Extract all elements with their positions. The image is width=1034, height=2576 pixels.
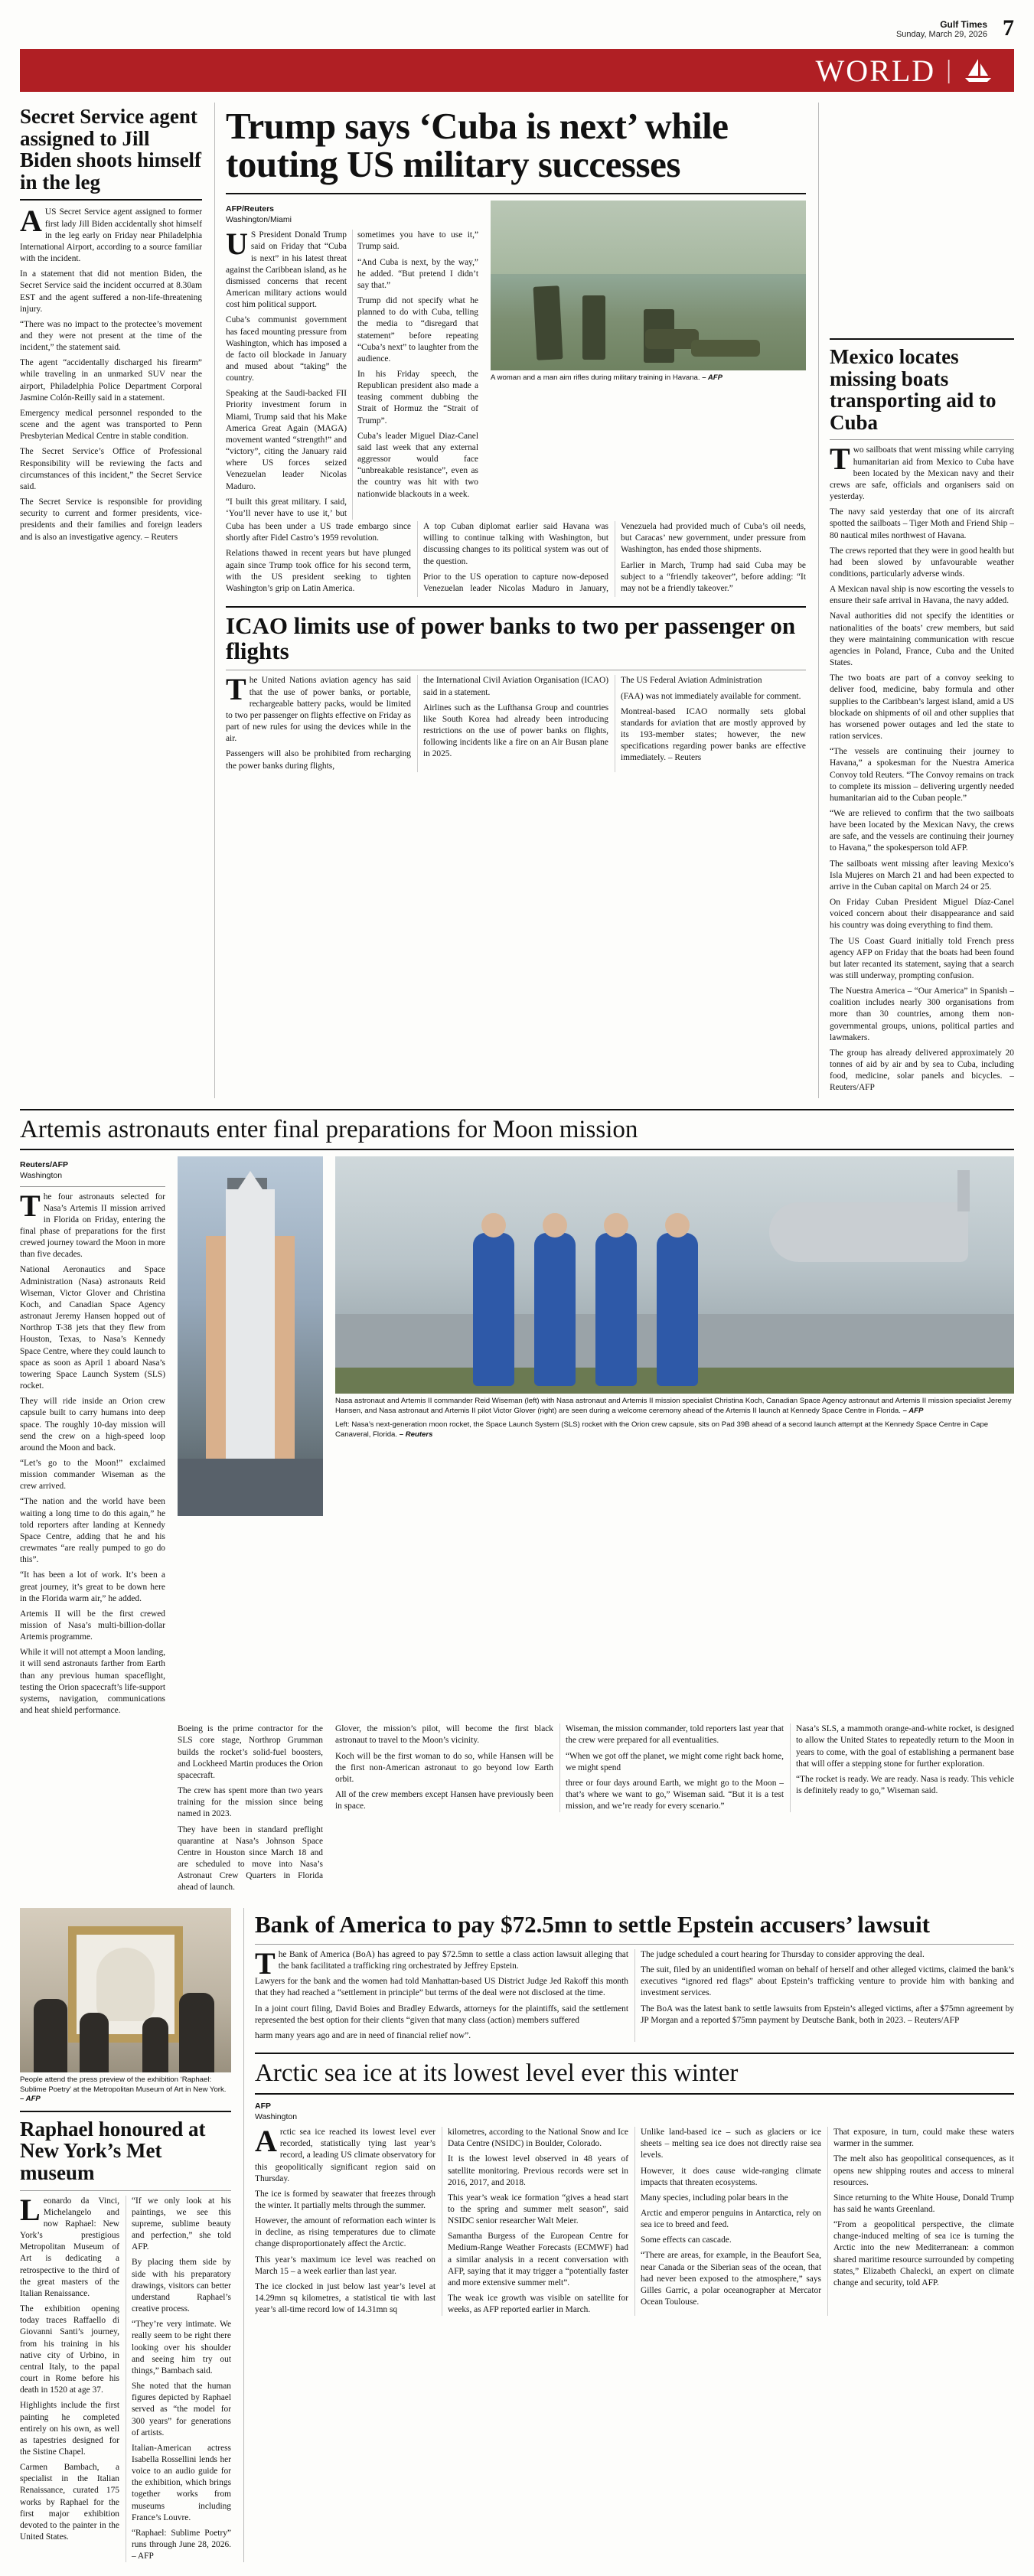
trump-paragraph: Speaking at the Saudi-backed FII Priority investment forum in Miami, Trump said that his Make America Great Again (MAGA) movement wanted “strength!” and “victory”, citing the January raid where US forces seized Venezuelan leader Nicolas Maduro. bbox=[226, 389, 347, 491]
mexico-paragraph: Two sailboats that went missing while carrying humanitarian aid from Mexico to Cuba have been located by the Mexican navy and their crews are safe, officials and organisers said on yesterday. bbox=[830, 442, 1014, 502]
mexico-paragraph: The group has already delivered approximately 20 tonnes of aid by air and by sea to Cuba, including food, medicine, solar panels and bicycles. – Reuters/AFP bbox=[830, 1048, 1014, 1093]
trump-paragraph: Relations thawed in recent years but have plunged again since Trump took office for his second term, with the US president seeking to tighten Washington’s grip on Latin America. bbox=[226, 549, 411, 593]
artemis-mid-text bbox=[178, 1723, 323, 1897]
artemis-paragraph: National Aeronautics and Space Administration (Nasa) astronauts Reid Wiseman, Victor Glover and Christina Koch, and Canadian Space Agency astronaut Jeremy Hansen hopped out of Northrop T-38 jets that they flew from Houston, Texas, to Nasa’s Kennedy Space Centre, where they could launch to space as soon as April 1 aboard Nasa’s towering Space Launch System (SLS) rocket. bbox=[20, 1265, 165, 1391]
arctic-paragraph: “There are areas, for example, in the Beaufort Sea, near Canada or the Siberian seas of the ocean, that had never been exposed to the atmosphere,” says Gilles Garric, a polar oceanographer at Mercator Ocean Toulouse. bbox=[641, 2251, 821, 2307]
trump-cuba-text-left bbox=[226, 201, 478, 520]
trump-paragraph: In his Friday speech, the Republican president also made a teasing comment dubbing the Strait of Hormuz the “Strait of Trump”. bbox=[357, 370, 478, 426]
artemis-article bbox=[20, 1109, 1014, 1898]
raphael-paragraph: “If we only look at his paintings, we see this supreme, sublime beauty and perfection,” she told AFP. bbox=[132, 2196, 231, 2252]
artemis-lower-grid bbox=[20, 1723, 1014, 1897]
arctic-paragraph: The melt also has geopolitical consequences, as it opens new shipping routes and access to mineral resources. bbox=[833, 2154, 1014, 2187]
bofa-paragraph: The Bank of America (BoA) has agreed to pay $72.5mn to settle a class action lawsuit alleging that the bank facilitated a trafficking ring orchestrated by Jeffrey Epstein. bbox=[255, 1946, 628, 1981]
trump-cuba-continued bbox=[226, 521, 806, 597]
trump-paragraph: Cuba has been under a US trade embargo since shortly after Fidel Castro’s 1959 revolution. bbox=[226, 522, 411, 543]
artemis-paragraph: “It has been a lot of work. It’s been a great journey, it’s great to be down here in the Florida warm air,” he added. bbox=[20, 1570, 165, 1603]
section-banner bbox=[20, 49, 1014, 92]
arctic-paragraph: Many species, including polar bears in the bbox=[641, 2193, 788, 2203]
icao-article bbox=[226, 606, 806, 771]
arctic-headline: Arctic sea ice at its lowest level ever this winter bbox=[255, 2059, 739, 2088]
publication-date: Sunday, March 29, 2026 bbox=[895, 30, 987, 40]
sailboat-icon bbox=[962, 57, 994, 83]
mexico-paragraph: “The vessels are continuing their journey to Havana,” a spokesman for the Nuestra America Convoy told Reuters. “The Convoy remains on track to complete its mission – delivering urgently needed humanitarian aid to the Cuban people.” bbox=[830, 747, 1014, 803]
raphael-paragraph: By placing them side by side with his preparatory drawings, visitors can better understand Raphael’s creative process. bbox=[132, 2258, 231, 2314]
artemis-paragraph: “The nation and the world have been waiting a long time to do this again,” he told reporters after landing at Kennedy Space Centre, adding that he and his crewmates “are really pumped to go do this”. bbox=[20, 1497, 165, 1565]
photo-credit: – AFP bbox=[20, 2095, 41, 2104]
lower-right-zone bbox=[243, 1908, 1014, 2562]
artemis-paragraph: They have been in standard preflight quarantine at Nasa’s Johnson Space Centre in Houston since March 18 and are scheduled to move into Nasa’s Astronaut Crew Quarters in Florida ahead of launch. bbox=[178, 1824, 323, 1893]
artemis-paragraph: “When we got off the planet, we might come right back home, we might spend bbox=[566, 1751, 784, 1772]
secret-service-paragraph: The Secret Service’s Office of Professional Responsibility will be reviewing the facts and circumstances of this incident,” the Secret Service said. bbox=[20, 447, 202, 491]
secret-service-paragraph: Emergency medical personnel responded to the scene and the agent was transported to Penn Presbyterian Medical Centre in stable condition. bbox=[20, 408, 202, 442]
byline-agency: Reuters/AFP bbox=[20, 1160, 69, 1170]
arctic-paragraph: Arctic and emperor penguins in Antarctica, rely on sea ice to breed and feed. bbox=[641, 2209, 821, 2230]
arctic-paragraph: kilometres, according to the National Snow and Ice Data Centre (NSIDC) in Boulder, Colorado. bbox=[448, 2128, 628, 2149]
artemis-paragraph: All of the crew members except Hansen have previously been in space. bbox=[335, 1790, 553, 1811]
trump-paragraph: Earlier in March, Trump had said Cuba may be subject to a “friendly takeover”, before adding: “It may not be a friendly takeover.” bbox=[621, 560, 806, 593]
icao-paragraph: Montreal-based ICAO normally sets global standards for aviation that are mostly approved by its 193-member states; however, the new specifications regarding power banks are effective immediately. – Reuters bbox=[621, 706, 806, 763]
artemis-paragraph: Artemis II will be the first crewed mission of Nasa’s multi-billion-dollar Artemis programme. bbox=[20, 1609, 165, 1642]
byline bbox=[255, 2101, 1014, 2122]
secret-service-paragraph: The Secret Service is responsible for providing security to current and former presidents, vice-presidents and their families and foreign leaders and is also an investigative agency. – Reuters bbox=[20, 497, 202, 542]
artemis-paragraph: The four astronauts selected for Nasa’s Artemis II mission arrived in Florida on Friday, entering the final phase of preparations for the first crewed journey toward the Moon in more than five decades. bbox=[20, 1188, 165, 1260]
havana-military-training-photo bbox=[491, 201, 806, 370]
arctic-paragraph: However, the amount of reformation each winter is in decline, as rising temperatures due to climate change disproportionately affect the Arctic. bbox=[255, 2216, 435, 2249]
arctic-article bbox=[255, 2053, 1014, 2316]
photo-caption-text: People attend the press preview of the exhibition ‘Raphael: Sublime Poetry’ at the Metropolitan Museum of Art in New York. bbox=[20, 2075, 227, 2094]
artemis-paragraph: They will ride inside an Orion crew capsule built to carry humans into deep space. The roughly 10-day mission will send the crew on a high-speed loop around the Moon and back. bbox=[20, 1397, 165, 1453]
secret-service-paragraph: The agent “accidentally discharged his firearm” while traveling in an unmarked SUV near the airport, Philadelphia Police Department Corporal Jasmine Colón-Reilly said in a statement. bbox=[20, 358, 202, 403]
rocket-photo-caption bbox=[335, 1420, 1014, 1440]
mexico-paragraph: The US Coast Guard initially told French press agency AFP on Friday that the boats had been found but later recanted its statement, saying that a search was still underway, prompting confusion. bbox=[830, 936, 1014, 980]
bofa-paragraph: The BoA was the latest bank to settle lawsuits from Epstein’s alleged victims, after a $75mn agreement by JP Morgan and a reported $75mn payment by Deutsche Bank, both in 2023. – Reuters/AFP bbox=[641, 2004, 1014, 2025]
icao-paragraph: The US Federal Aviation Administration bbox=[621, 676, 762, 686]
publication-name: Gulf Times bbox=[940, 18, 987, 30]
raphael-article bbox=[20, 1908, 231, 2562]
secret-service-headline: Secret Service agent assigned to Jill Biden shoots himself in the leg bbox=[20, 105, 202, 194]
byline-location: Washington/Miami bbox=[226, 215, 292, 225]
photo-caption bbox=[491, 373, 806, 383]
trump-paragraph: Cuba’s communist government has faced mounting pressure from Washington, which has imposed a de facto oil blockade in January and mused about “taking” the country. bbox=[226, 315, 347, 383]
byline-location: Washington bbox=[255, 2111, 298, 2121]
artemis-crew-photo bbox=[335, 1156, 1014, 1394]
artemis-headline: Artemis astronauts enter final preparations for Moon mission bbox=[20, 1115, 638, 1143]
arctic-paragraph: “From a geopolitical perspective, the climate change-induced melting of sea ice is turning the Arctic into the new Mediterranean: a common shared maritime resource surrounded by competing states,” Elizabeth Chalecki, an expert on climate change and security, told AFP. bbox=[833, 2220, 1014, 2287]
mexico-paragraph: On Friday Cuban President Miguel Díaz-Canel voiced concern about their disappearance and said his country was doing everything to find them. bbox=[830, 898, 1014, 931]
icao-paragraph: The United Nations aviation agency has said that the use of power banks, or portable, rechargeable battery packs, would be limited to two per passenger on flights effective on Friday as part of new rules for using the devices while in the air. bbox=[226, 672, 411, 744]
byline-agency: AFP bbox=[255, 2101, 271, 2111]
trump-paragraph: US President Donald Trump said on Friday that “Cuba is next” in his latest threat against the Caribbean island, as he dismissed concerns that recent American military actions would cost him political support. bbox=[226, 227, 347, 310]
arctic-paragraph: The ice clocked in just below last year’s level at 14.29mn sq kilometres, a statistical tie with last year’s all-time record low of 14.31mn sq bbox=[255, 2281, 435, 2315]
artemis-paragraph: The crew has spent more than two years training for the mission since being named in 2023. bbox=[178, 1786, 323, 1819]
arctic-paragraph: Arctic sea ice reached its lowest level ever recorded, statistically tying last year’s record, a leading US climate observatory for this geopolitically significant region said on Thursday. bbox=[255, 2124, 435, 2183]
mexico-boats-headline: Mexico locates missing boats transporting aid to Cuba bbox=[830, 345, 996, 434]
trump-paragraph: Trump did not specify what he planned to do with Cuba, telling the media to “disregard that statement” before repeating “Cuba’s next” to laughter from the audience. bbox=[357, 296, 478, 364]
lower-zone bbox=[20, 1908, 1014, 2562]
mexico-paragraph: The crews reported that they were in good health but had been slowed by unfavourable weather conditions, particularly adverse winds. bbox=[830, 546, 1014, 579]
trump-cuba-top bbox=[226, 201, 806, 520]
raphael-paragraph: “Raphael: Sublime Poetry” runs through June 28, 2026. – AFP bbox=[132, 2528, 231, 2561]
byline bbox=[20, 1159, 165, 1181]
artemis-paragraph: Koch will be the first woman to do so, while Hansen will be the first non-American astronaut to go beyond low Earth orbit. bbox=[335, 1751, 553, 1784]
photo-caption-text: Nasa astronaut and Artemis II commander Reid Wiseman (left) with Nasa astronaut and Artemis II mission specialist Christina Koch, Canadian Space Agency astronaut and Artemis II mission specialist Jeremy Hansen, and Nasa astronaut and Artemis II pilot Victor Glover (right) are seen during a welcome ceremony ahead of the Artemis II launch at Kennedy Space Centre in Florida. bbox=[335, 1397, 1012, 1415]
artemis-grid bbox=[20, 1156, 1014, 1720]
trump-paragraph: Prior to the US operation to capture now-deposed Venezuelan leader Nicolas Maduro in January, Venezuela had provided much of Cuba’s oil needs, but Caracas’ new government, under pressure from Washington, has ended those shipments. bbox=[423, 522, 806, 593]
page-number: 7 bbox=[1003, 15, 1014, 41]
raphael-paragraph: The exhibition opening today traces Raffaello di Giovanni Santi’s journey, from his training in his native city of Urbino, in central Italy, to the papal court in Rome before his death in 1520 at age 37. bbox=[20, 2304, 119, 2395]
icao-headline: ICAO limits use of power banks to two per passenger on flights bbox=[226, 612, 796, 664]
arctic-paragraph: That exposure, in turn, could make these waters warmer in the summer. bbox=[833, 2128, 1014, 2149]
arctic-paragraph: The weak ice growth was visible on satellite for weeks, as AFP reported earlier in March. bbox=[448, 2294, 628, 2315]
trump-paragraph: A top Cuban diplomat earlier said Havana was willing to continue talking with Washington, but discussing changes to its political system was out of the question. bbox=[423, 522, 608, 566]
artemis-paragraph: Glover, the mission’s pilot, will become the first black astronaut to travel to the Moon’s vicinity. bbox=[335, 1724, 553, 1746]
masthead-meta bbox=[896, 20, 987, 40]
arctic-paragraph: This year’s weak ice formation “gives a head start to the spring and summer melt season”, said NSIDC senior researcher Walt Meier. bbox=[448, 2193, 628, 2226]
icao-paragraph: Airlines such as the Lufthansa Group and countries like South Korea had already been introducing restrictions on the use of power banks on flights, following incidents like a fire on an Air Busan plane in 2025. bbox=[423, 703, 608, 759]
artemis-paragraph: “Let’s go to the Moon!” exclaimed mission commander Wiseman as the crew arrived. bbox=[20, 1458, 165, 1492]
secret-service-article bbox=[20, 103, 202, 1098]
masthead bbox=[20, 17, 1014, 44]
arctic-paragraph: Samantha Burgess of the European Centre for Medium-Range Weather Forecasts (ECMWF) had a similar analysis in a recent conversation with AFP, saying that it may trigger a “potentially faster and more extensive summer melt”. bbox=[448, 2232, 628, 2287]
section-divider: | bbox=[946, 56, 951, 84]
bofa-headline: Bank of America to pay $72.5mn to settle Epstein accusers’ lawsuit bbox=[255, 1911, 931, 1939]
raphael-exhibition-photo bbox=[20, 1908, 231, 2072]
raphael-headline: Raphael honoured at New York’s Met museum bbox=[20, 2117, 206, 2185]
icao-paragraph: the International Civil Aviation Organisation (ICAO) said in a statement. bbox=[423, 676, 608, 697]
mexico-paragraph: The sailboats went missing after leaving Mexico’s Isla Mujeres on March 21 and had been expected to arrive in the Cuban capital on March 24 or 25. bbox=[830, 859, 1014, 892]
mexico-paragraph: Naval authorities did not specify the identities or nationalities of the boats’ crew members, but said they were maintaining communication with rescue agencies in Poland, France, Cuba and the United States. bbox=[830, 611, 1014, 668]
bofa-paragraph: harm many years ago and are in need of financial relief now”. bbox=[255, 2030, 471, 2040]
bofa-paragraph: Lawyers for the bank and the women had told Manhattan-based US District Judge Jed Rakoff this month that they had reached a “settlement in principle” but terms of the deal were not disclosed at the time. bbox=[255, 1977, 628, 1998]
arctic-paragraph: The ice is formed by seawater that freezes through the winter. It partially melts through the summer. bbox=[255, 2189, 435, 2211]
raphael-paragraph: Highlights include the first painting he completed entirely on his own, as well as tapestries designed for the Sistine Chapel. bbox=[20, 2401, 119, 2457]
raphael-paragraph: “They’re very intimate. We really seem to be right there looking over his shoulder and seeing him try out things,” Bambach said. bbox=[132, 2320, 231, 2375]
artemis-left-col bbox=[20, 1156, 165, 1720]
artemis-rocket-col bbox=[178, 1156, 323, 1720]
trump-cuba-photo-col bbox=[491, 201, 806, 520]
artemis-paragraph: “The rocket is ready. We are ready. Nasa is ready. This vehicle is definitely ready to go,” Wiseman said. bbox=[796, 1774, 1014, 1796]
arctic-paragraph: Unlike land-based ice – such as glaciers or ice sheets – melting sea ice does not directly raise sea levels. bbox=[641, 2128, 821, 2160]
secret-service-paragraph: AUS Secret Service agent assigned to former first lady Jill Biden accidentally shot himself in the leg early on Friday near Philadelphia International Airport, according to a source familiar with the incident. bbox=[20, 204, 202, 264]
sls-rocket-photo bbox=[178, 1156, 323, 1516]
raphael-paragraph: Leonardo da Vinci, Michelangelo and now Raphael: New York’s prestigious Metropolitan Museum of Art is dedicating a retrospective to the third of the great masters of the Italian Renaissance. bbox=[20, 2192, 119, 2298]
mexico-paragraph: The two boats are part of a convoy seeking to deliver food, medicine, baby formula and other supplies to the Caribbean’s largest island, amid a US blockade on shipments of oil and other supplies that has worsened power outages and led the state to ration services. bbox=[830, 673, 1014, 742]
artemis-paragraph: While it will not attempt a Moon landing, it will send astronauts farther from Earth than any previous human spaceflight, testing the Orion spacecraft’s life-support systems, navigation, communications and heat shield performance. bbox=[20, 1648, 165, 1716]
trump-cuba-article bbox=[214, 103, 806, 1098]
mexico-paragraph: The Nuestra America – “Our America” in Spanish – coalition includes nearly 300 organisations from more than 30 countries, among them non-governmental groups, unions, political parties and lawmakers. bbox=[830, 986, 1014, 1042]
arctic-paragraph: Some effects can cascade. bbox=[641, 2235, 732, 2245]
section-title: WORLD bbox=[815, 53, 936, 88]
byline bbox=[226, 204, 478, 225]
artemis-paragraph: Wiseman, the mission commander, told reporters last year that the crew were prepared for all eventualities. bbox=[566, 1724, 784, 1746]
artemis-paragraph: three or four days around Earth, we might go to the Moon – that’s where we want to go,” Wiseman said. “But it is a test mission, and we’re ready for every scenario.” bbox=[566, 1778, 784, 1811]
bofa-article bbox=[255, 1912, 1014, 2042]
icao-paragraph: Passengers will also be prohibited from recharging the power banks during flights, bbox=[226, 749, 411, 771]
mexico-paragraph: The navy said yesterday that one of its aircraft spotted the sailboats – Tiger Moth and Friend Ship – 80 nautical miles northwest of Havana. bbox=[830, 507, 1014, 540]
bofa-paragraph: The suit, filed by an unidentified woman on behalf of herself and other alleged victims, claimed the bank’s executives “ignored red flags” about Epstein’s trafficking venture to provide him with banking and investment services. bbox=[641, 1965, 1014, 1998]
rocket-photo-credit: – Reuters bbox=[399, 1430, 433, 1439]
icao-paragraph: (FAA) was not immediately available for comment. bbox=[621, 691, 801, 701]
photo-credit: – AFP bbox=[902, 1406, 924, 1415]
raphael-paragraph: Carmen Bambach, a specialist in the Italian Renaissance, curated 175 works by Raphael for the first major exhibition devoted to the painter in the United States. bbox=[20, 2463, 119, 2542]
raphael-paragraph: She noted that the human figures depicted by Raphael served as “the model for 300 years” for generations of artists. bbox=[132, 2382, 231, 2437]
arctic-paragraph: However, it does cause wide-ranging climate impacts that threaten ecosystems. bbox=[641, 2166, 821, 2187]
raphael-photo-caption bbox=[20, 2075, 231, 2104]
artemis-photo-caption bbox=[335, 1397, 1014, 1416]
artemis-right-text bbox=[335, 1723, 1014, 1897]
trump-paragraph: “And Cuba is next, by the way,” he added. “But pretend I didn’t say that.” bbox=[357, 257, 478, 290]
photo-caption-text: A woman and a man aim rifles during military training in Havana. bbox=[491, 373, 700, 382]
byline-location: Washington bbox=[20, 1171, 63, 1181]
byline-agency: AFP/Reuters bbox=[226, 204, 275, 214]
secret-service-paragraph: “There was no impact to the protectee’s movement and they were not present at the time of the incident,” the statement said. bbox=[20, 319, 202, 353]
photo-credit: – AFP bbox=[702, 373, 723, 382]
bofa-paragraph: The judge scheduled a court hearing for Thursday to consider approving the deal. bbox=[641, 1950, 925, 1959]
rocket-caption-text: Left: Nasa’s next-generation moon rocket, the Space Launch System (SLS) rocket with the Orion crew capsule, sits on Pad 39B ahead of a second launch attempt at the Kennedy Space Centre in Cape Canaveral, Florida. bbox=[335, 1420, 989, 1439]
arctic-paragraph: This year’s maximum ice level was reached on March 15 – a week earlier than last year. bbox=[255, 2255, 435, 2276]
top-zone bbox=[20, 103, 1014, 1098]
raphael-paragraph: Italian-American actress Isabella Rossellini lends her voice to an audio guide for the exhibition, which brings together works from museums including France’s Louvre. bbox=[132, 2443, 231, 2522]
arctic-paragraph: Since returning to the White House, Donald Trump has said he wants Greenland. bbox=[833, 2193, 1014, 2215]
mexico-paragraph: A Mexican naval ship is now escorting the vessels to ensure their safe arrival in Havana, the navy added. bbox=[830, 585, 1014, 606]
mexico-boats-article bbox=[818, 103, 1014, 1098]
secret-service-paragraph: In a statement that did not mention Biden, the Secret Service said the incident occurred at 8.30am EST and the agent suffered a non-life-threatening injury. bbox=[20, 269, 202, 314]
arctic-paragraph: It is the lowest level observed in 48 years of satellite monitoring. Previous records were set in 2016, 2017, and 2018. bbox=[448, 2154, 628, 2187]
mexico-paragraph: “We are relieved to confirm that the two sailboats have been located by the Mexican Navy, the crews are safe, and the vessels are continuing their journey to Havana,” the spokesperson told AFP. bbox=[830, 808, 1014, 853]
artemis-left-spacer bbox=[20, 1723, 165, 1897]
artemis-right-col bbox=[335, 1156, 1014, 1720]
trump-paragraph: Cuba’s leader Miguel Diaz-Canel said last week that any external aggressor would face “unbreakable resistance”, even as the country was hit with two nationwide blackouts in a week. bbox=[357, 431, 478, 499]
trump-cuba-headline: Trump says ‘Cuba is next’ while touting US military successes bbox=[226, 105, 729, 185]
bofa-paragraph: In a joint court filing, David Boies and Bradley Edwards, attorneys for the plaintiffs, said the settlement represented the best option for their clients “given that many class (action) members suffered bbox=[255, 2004, 628, 2025]
artemis-paragraph: Boeing is the prime contractor for the SLS core stage, Northrop Grumman builds the rocket’s solid-fuel boosters, and Lockheed Martin produces the Orion spacecraft. bbox=[178, 1724, 323, 1780]
trump-paragraph: “I built this great military. I said, ‘You’ll never have to use it,’ but sometimes you have to use it,” Trump said. bbox=[226, 230, 478, 518]
artemis-paragraph: Nasa’s SLS, a mammoth orange-and-white rocket, is designed to allow the United States to repeatedly return to the Moon in years to come, with the goal of establishing a permanent base that will offer a stepping stone for further exploration. bbox=[796, 1724, 1014, 1769]
